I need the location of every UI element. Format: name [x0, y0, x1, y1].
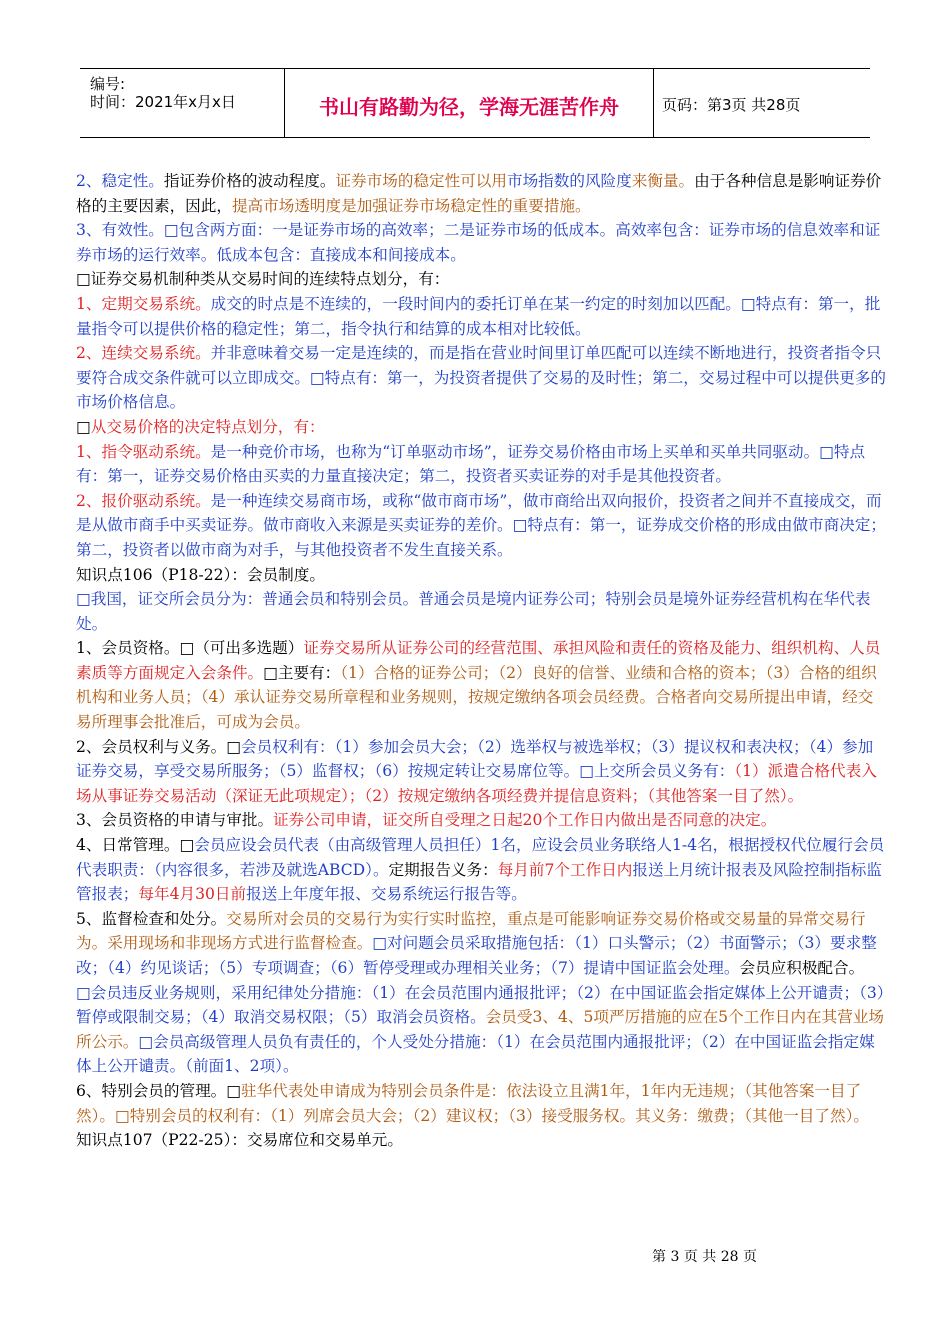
- text-run: 证券公司申请，证交所自受理之日起20个工作日内做出是否同意的决定。: [273, 811, 777, 830]
- text-run: 定期报告义务：: [388, 860, 498, 879]
- text-run: □我国，证交所会员分为：普通会员和特别会员。普通会员是境内证券公司；特别会员是境外证券经营机构在华代表处。: [76, 590, 871, 633]
- page-footer: 第 3 页 共 28 页: [652, 1249, 757, 1265]
- paragraph: [76, 489, 886, 563]
- text-run: （1）合格的证券公司；（2）良好的信誉、业绩和合格的资本；（3）合格的组织机构和业务人员；（4）承认证券交易所章程和业务规则，按规定缴纳各项会员经费。合格者向交易所提出申请，经交易所理事会批准后，可成为会员。: [76, 663, 877, 732]
- text-run: 知识点106（P18-22）：会员制度。: [76, 565, 325, 584]
- text-run: 会员应积极配合。: [739, 959, 865, 977]
- text-run: 从交易价格的决定特点划分，有：: [90, 417, 325, 436]
- text-run: 2、报价驱动系统。: [76, 491, 211, 510]
- text-run: □: [76, 417, 91, 436]
- text-run: 驻华代表处申请成为特别会员条件是：依法设立且满1年，1年内无违规；（其他答案一目了然）。□特别会员的权利有：（1）列席会员大会；（2）建议权；（3）接受服务权。其义务：缴费；（其他一目了然）。: [76, 1081, 869, 1125]
- text-run: 来衡量。: [631, 172, 695, 190]
- text-run: 2、连续交易系统。: [76, 344, 211, 363]
- text-run: 会员应设会员代表（由高级管理人员担任）1名，应设会员业务联络人1-4名，根据授权代位履行会员代表职责：（内容很多，若涉及就选ABCD）。: [76, 836, 885, 879]
- header-page-cell: [654, 69, 870, 137]
- paragraph: [76, 808, 886, 833]
- text-run: 是一种竞价市场，也称为“订单驱动市场”，证券交易价格由市场上买单和买单共同驱动。□特点有：第一，证券交易价格由买卖的力量直接决定；第二，投资者买卖证券的对手是其他投资者。: [76, 442, 866, 486]
- text-run: 证券交易所从证券公司的经营范围、承担风险和责任的资格及能力、组织机构、人员素质等方面规定入会条件。: [76, 639, 881, 682]
- paragraph: [76, 587, 886, 636]
- text-run: 3、会员资格的申请与审批。: [76, 811, 274, 830]
- paragraph: [76, 1079, 886, 1128]
- text-run: 成交的时点是不连续的，一段时间内的委托订单在某一约定的时刻加以匹配。□特点有：第一，批量指令可以提供价格的稳定性；第二，指令执行和结算的成本相对比较低。: [76, 294, 881, 338]
- text-run: 2、会员权利与义务。□: [76, 737, 241, 756]
- text-run: 5、监督检查和处分。: [76, 909, 227, 928]
- text-run: 1、指令驱动系统。: [76, 442, 211, 461]
- text-run: 会员权利有：（1）参加会员大会；（2）选举权与被选举权；（3）提议权和表决权；（4）参加证券交易，享受交易所服务；（5）监督权；（6）按规定转让交易席位等。□上交所会员义务有：: [76, 737, 874, 781]
- text-run: 提高市场透明度是加强证券市场稳定性的重要措施。: [231, 196, 591, 215]
- header-motto: 书山有路勤为径，学海无涯苦作舟: [319, 95, 619, 119]
- paragraph: [76, 907, 886, 981]
- document-id-label: 编号:: [90, 75, 126, 93]
- text-run: 6、特别会员的管理。□: [76, 1081, 241, 1100]
- header-motto-cell: [285, 69, 654, 137]
- text-run: 每年4月30日前: [138, 885, 247, 904]
- paragraph: [76, 1128, 886, 1153]
- text-run: 会员受3、4、5项严厉措施的应在5个工作日内在其营业场所公示。: [76, 1008, 885, 1051]
- paragraph: [76, 292, 886, 341]
- paragraph: [76, 415, 886, 440]
- text-run: □对问题会员采取措施包括：（1）口头警示；（2）书面警示；（3）要求整改；（4）约见谈话；（5）专项调查；（6）暂停受理或办理相关业务；（7）提请中国证监会处理。: [76, 934, 877, 977]
- document-date-label: 时间：2021年x月x日: [90, 93, 236, 111]
- text-run: 2、稳定性。: [76, 172, 164, 190]
- paragraph: [76, 341, 886, 415]
- text-run: 是一种连续交易商市场，或称“做市商市场”，做市商给出双向报价，投资者之间并不直接成交，而是从做市商手中买卖证券。做市商收入来源是买卖证券的差价。□特点有：第一，证券成交价格的形成由做市商决定；第二，投资者以做市商为对手，与其他投资者不发生直接关系。: [76, 491, 887, 559]
- text-run: 知识点107（P22-25）：交易席位和交易单元。: [76, 1131, 403, 1150]
- text-run: □会员违反业务规则，采用纪律处分措施：（1）在会员范围内通报批评；（2）在中国证监会指定媒体上公开谴责；（3）暂停或限制交易；（4）取消交易权限；（5）取消会员资格。: [76, 983, 885, 1027]
- document-body: [76, 169, 886, 1153]
- text-run: 每月前7个工作日内: [497, 860, 633, 879]
- paragraph: [76, 636, 886, 734]
- text-run: 指证券价格的波动程度。: [163, 172, 336, 190]
- text-run: 市场指数的风险度: [506, 172, 632, 190]
- paragraph: [76, 440, 886, 489]
- paragraph: [76, 267, 886, 292]
- paragraph: [76, 218, 886, 267]
- text-run: □主要有：: [263, 663, 341, 682]
- text-run: 3、有效性。□包含两方面：一是证券市场的高效率；二是证券市场的低成本。高效率包含：证券市场的信息效率和证券市场的运行效率。低成本包含：直接成本和间接成本。: [76, 221, 881, 264]
- paragraph: [76, 169, 886, 218]
- text-run: 1、定期交易系统。: [76, 294, 211, 313]
- paragraph: [76, 833, 886, 907]
- text-run: （1）派遣合格代表入场从事证券交易活动（深证无此项规定）；（2）按规定缴纳各项经费并提信息资料；（其他答案一目了然）。: [76, 762, 877, 805]
- text-run: 证券市场的稳定性可以用: [335, 172, 507, 190]
- paragraph: [76, 735, 886, 809]
- text-run: 1、会员资格。□（可出多选题）: [76, 639, 304, 658]
- text-run: 并非意味着交易一定是连续的，而是指在营业时间里订单匹配可以连续不断地进行，投资者指令只要符合成交条件就可以立即成交。□特点有：第一，为投资者提供了交易的及时性；第二，交易过程中可以提供更多的市场价格信息。: [76, 344, 887, 412]
- paragraph: [76, 563, 886, 588]
- header-meta-cell: [80, 69, 285, 137]
- header-page-number: 页码：第3页 共28页: [662, 96, 801, 114]
- text-run: 交易所对会员的交易行为实行实时监控，重点是可能影响证券交易价格或交易量的异常交易行为。采用现场和非现场方式进行监督检查。: [76, 909, 866, 953]
- text-run: □会员高级管理人员负有责任的，个人受处分措施：（1）在会员范围内通报批评；（2）在中国证监会指定媒体上公开谴责。（前面1、2项）。: [76, 1032, 875, 1076]
- text-run: 报送上月统计报表及风险控制指标监管报表；: [76, 860, 882, 904]
- document-header: [80, 68, 870, 138]
- text-run: 4、日常管理。□: [76, 836, 195, 855]
- paragraph: [76, 981, 886, 1079]
- text-run: □证券交易机制种类从交易时间的连续特点划分，有：: [76, 270, 450, 289]
- text-run: 报送上年度年报、交易系统运行报告等。: [246, 885, 527, 904]
- text-run: 由于各种信息是影响证券价格的主要因素，因此，: [76, 172, 882, 215]
